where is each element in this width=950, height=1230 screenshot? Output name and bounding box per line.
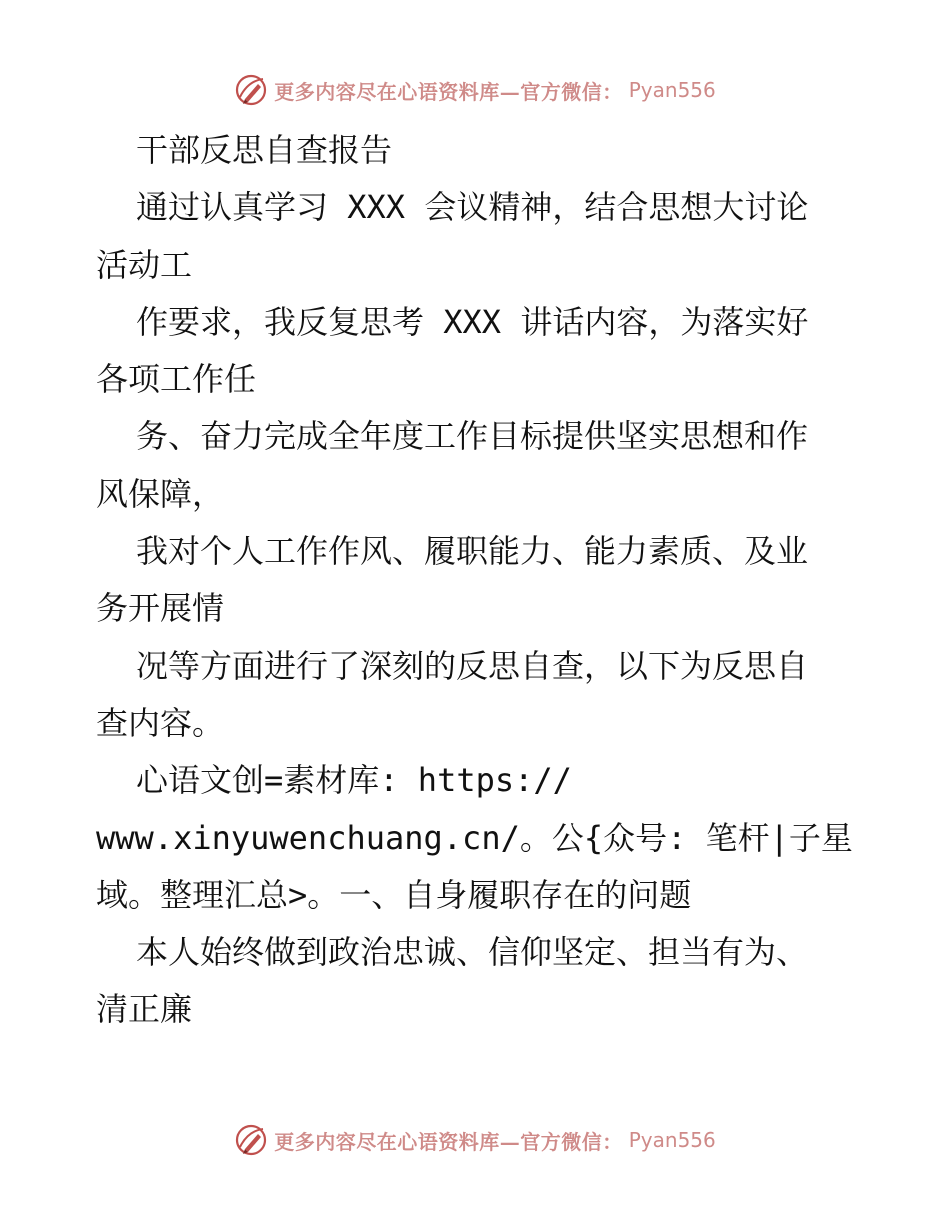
report-body: [96, 122, 856, 1039]
text-line: 本人始终做到政治忠诚、信仰坚定、担当有为、: [136, 933, 809, 972]
text-line: 查内容。: [96, 703, 225, 742]
text-line: 心语文创=素材库: https://: [136, 761, 572, 800]
section-heading-line: 域。整理汇总>。一、自身履职存在的问题: [96, 875, 692, 914]
report-title: 干部反思自查报告: [136, 131, 393, 169]
text-line: 清正廉: [96, 990, 193, 1029]
text-line: 况等方面进行了深刻的反思自查，以下为反思自: [136, 646, 809, 685]
text-line: 作要求，我反复思考 XXX 讲话内容，为落实好: [136, 302, 809, 341]
pen-logo-icon: [234, 73, 268, 107]
footer-banner-text: 更多内容尽在心语资料库—官方微信：: [274, 1129, 623, 1154]
text-line: 风保障，: [96, 474, 225, 513]
pen-logo-icon: [234, 1123, 268, 1157]
text-line: 通过认真学习 XXX 会议精神，结合思想大讨论: [136, 188, 809, 227]
footer-banner: [0, 1120, 950, 1160]
text-line: 活动工: [96, 245, 193, 284]
text-line: 务、奋力完成全年度工作目标提供坚实思想和作: [136, 417, 809, 456]
text-line: www.xinyuwenchuang.cn/。公{众号: 笔杆|子星: [96, 818, 853, 857]
footer-banner-wechat-id: Pyan556: [628, 1128, 716, 1152]
text-line: 务开展情: [96, 589, 225, 628]
text-line: 我对个人工作作风、履职能力、能力素质、及业: [136, 532, 809, 571]
text-line: 各项工作任: [96, 360, 257, 399]
header-banner: [0, 70, 950, 110]
header-banner-text: 更多内容尽在心语资料库—官方微信：: [274, 79, 623, 104]
header-banner-wechat-id: Pyan556: [628, 78, 716, 102]
